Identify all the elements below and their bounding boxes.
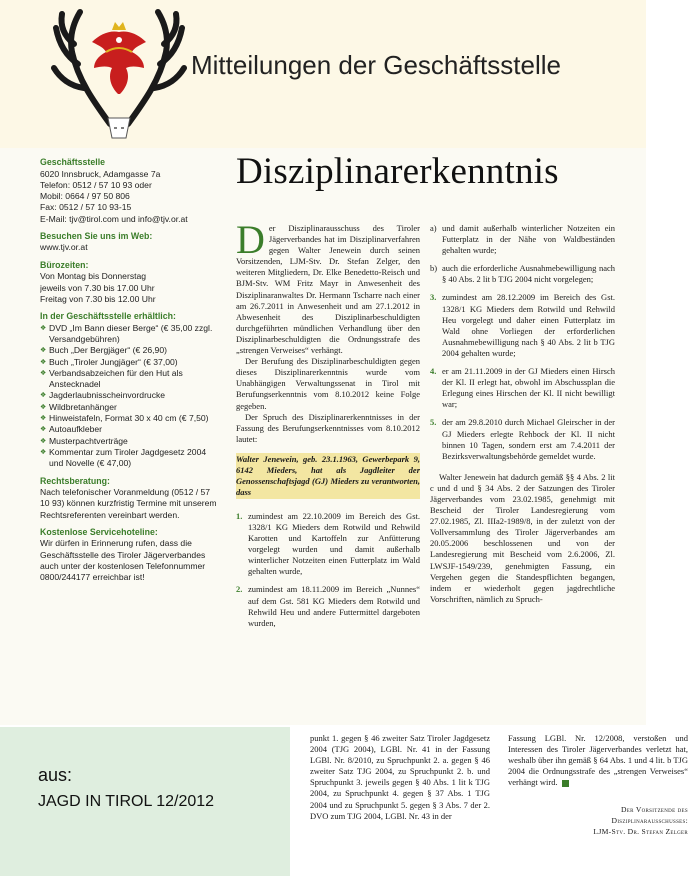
signature-block bbox=[508, 804, 688, 837]
sub-item-letter: b) bbox=[430, 263, 438, 274]
continuation-text bbox=[508, 733, 688, 788]
charge-text: zumindest am 28.12.2009 im Bereich des Gst. 1328/1 KG Mieders dem Rotwild und Rehwild Heu vorgelegt und daher einen Futterplatz im Wald ohne Vorliegen der erforderlichen Ausnahmebewilligung nach § 40 Abs. 2 lit b TJG 2004 gehalten wurde; bbox=[442, 292, 615, 358]
article-column-2 bbox=[430, 223, 615, 717]
sidebar-web bbox=[40, 231, 218, 254]
shop-item: ❖ Musterpachtverträge bbox=[40, 436, 218, 447]
hours-line: Von Montag bis Donnerstag bbox=[40, 271, 147, 282]
page-header bbox=[0, 0, 646, 148]
charge-number: 1. bbox=[236, 510, 243, 521]
sub-item-text: auch die erforderliche Ausnahmebewilligung nach § 40 Abs. 2 lit b TJG 2004 nicht vorgelegen; bbox=[442, 263, 615, 285]
sub-item-letter: a) bbox=[430, 223, 437, 233]
shop-item: ❖ DVD „Im Bann dieser Berge“ (€ 35,00 zzgl. Versandgebühren) bbox=[40, 323, 218, 346]
office-line: 6020 Innsbruck, Adamgasse 7a bbox=[40, 168, 161, 179]
intro-text: er Disziplinarausschuss des Tiroler Jägerverbandes hat im Disziplinarverfahren gegen Walter Jenewein durch seinen Vorsitzenden, LJM-Stv. Dr. Stefan Zelger, den weiteren Mitgliedern, Dr. Elke Benedetto-Reisch und BJM-Stv. WM Fritz Mayr in Anwesenheit des Disziplinaranwaltes Dr. Hermann Tscharre nach einer am 26.7.2011 in Anwesenheit und am 27.1.2012 in Abwesenheit des Disziplinarbeschuldigten durchgeführten mündlichen Verhandlung über den Disziplinarbeschuldigten die Ordnungsstrafe des „strengen Verweises“ verhängt. bbox=[236, 223, 420, 356]
signature-line: LJM-Stv. Dr. Stefan Zelger bbox=[593, 827, 688, 837]
charge-item bbox=[236, 584, 420, 628]
source-value: JAGD IN TIROL 12/2012 bbox=[38, 793, 215, 810]
charge-text: der am 29.8.2010 durch Michael Gleirscher in der GJ Mieders erlegte Rehbock der Kl. II nicht binnen 10 Tagen, sondern erst am 7.4.2011 der Bezirksverwaltungsbehörde gemeldet wurde. bbox=[442, 417, 615, 461]
continuation-text: punkt 1. gegen § 46 zweiter Satz Tiroler Jagdgesetz 2004 (TJG 2004), LGBl. Nr. 41 in der Fassung LGBl. Nr. 8/2010, zu Spruchpunkt 2. a. gegen § 46 zweiter Satz TJG 2004, zu Spruchpunkt 2. b. und Spruchpunkt 3. jeweils gegen § 40 Abs. 1 lit k TJG 2004, zu Spruchpunkt 4. gegen § 37 Abs. 1 TJG 2004 und zu Spruchpunkt 5. gegen § 3 Abs. 7 der 2. DVO zum TJG 2004, LGBl. Nr. 43 in der bbox=[310, 733, 490, 821]
sub-item bbox=[430, 263, 615, 285]
sub-item bbox=[430, 223, 615, 256]
legal-heading: Rechtsberatung: bbox=[40, 475, 110, 486]
sidebar-hotline bbox=[40, 527, 218, 584]
dropcap: D bbox=[236, 223, 265, 262]
continuation-column-1 bbox=[310, 733, 490, 822]
source-label: aus: bbox=[38, 765, 73, 785]
charge-item bbox=[430, 366, 615, 410]
charge-number: 4. bbox=[430, 366, 437, 377]
signature-line: Der Vorsitzende des bbox=[621, 805, 688, 815]
sidebar-hours bbox=[40, 260, 218, 305]
shop-item: ❖ Hinweistafeln, Format 30 x 40 cm (€ 7,50) bbox=[40, 413, 218, 424]
charge-number: 5. bbox=[430, 417, 437, 428]
shop-item: ❖ Autoaufkleber bbox=[40, 424, 218, 435]
office-line: Fax: 0512 / 57 10 93-15 bbox=[40, 202, 132, 213]
shop-list bbox=[40, 323, 218, 470]
web-heading: Besuchen Sie uns im Web: bbox=[40, 230, 153, 241]
appeal-paragraph: Der Berufung des Disziplinarbeschuldigten gegen dieses Disziplinarerkenntnis wurde vom Unabhängigen Verwaltungssenat in Tirol mit Berufungserkenntnis vom 8.10.2012 keine Folge gegeben. bbox=[236, 356, 420, 411]
highlight-paragraph: Walter Jenewein, geb. 23.1.1963, Gewerbepark 9, 6142 Mieders, hat als Jagdleiter der Genossenschaftsjagd (GJ) Mieders zu verantworten, dass bbox=[236, 453, 420, 497]
charge-text: zumindest am 22.10.2009 im Bereich des Gst. 1328/1 KG Mieders dem Rotwild und Rehwild Karotten und Kartoffeln zur Anfütterung vorgelegt wurden und damit außerhalb winterlicher Notzeiten einen Futterplatz im Wald gehalten wurde, bbox=[248, 510, 420, 577]
shop-item: ❖ Jagderlaubnisscheinvordrucke bbox=[40, 390, 218, 401]
hours-line: Freitag von 7.30 bis 12.00 Uhr bbox=[40, 293, 156, 304]
end-mark-icon bbox=[562, 780, 569, 787]
charge-item bbox=[430, 417, 615, 461]
office-line: Mobil: 0664 / 97 50 806 bbox=[40, 191, 130, 202]
shop-item: ❖ Verbandsabzeichen für den Hut als Anstecknadel bbox=[40, 368, 218, 391]
sidebar bbox=[40, 157, 218, 725]
charge-number: 3. bbox=[430, 292, 437, 303]
sidebar-office bbox=[40, 157, 218, 225]
charge-text: er am 21.11.2009 in der GJ Mieders einen Hirsch der Kl. II erlegt hat, obwohl im Abschussplan die Erlegung eines Hirschen der Kl. II nicht bewilligt war; bbox=[442, 366, 615, 410]
office-heading: Geschäftsstelle bbox=[40, 157, 106, 167]
charge-item bbox=[236, 511, 420, 578]
charge-number: 2. bbox=[236, 584, 243, 595]
antler-eagle-crest-icon bbox=[50, 6, 188, 146]
shop-heading: In der Geschäftsstelle erhältlich: bbox=[40, 311, 176, 322]
sidebar-legal bbox=[40, 476, 218, 521]
intro-paragraph bbox=[236, 223, 420, 356]
signature-line: Disziplinarausschusses: bbox=[611, 816, 688, 826]
continuation-text-body: Fassung LGBl. Nr. 12/2008, verstoßen und Interessen des Tiroler Jägerverbandes verletzt hat, weshalb über ihn gemäß § 64 Abs. 1 und 4 lit. b TJG 2004 die Ordnungsstrafe des „strengen Verweises“ verhängt wird. bbox=[508, 733, 688, 788]
charge-text: zumindest am 18.11.2009 im Bereich „Nunnes“ auf dem Gst. 581 KG Mieders dem Rotwild und Rehwild Heu und andere Futtermittel dargeboten wurden, bbox=[248, 584, 420, 628]
hours-line: jeweils von 7.30 bis 17.00 Uhr bbox=[40, 282, 155, 293]
sub-item-text: und damit außerhalb winterlicher Notzeiten ein Futterplatz in der Nähe von Waldbeständen gehalten wurde; bbox=[442, 223, 615, 256]
legal-text: Nach telefonischer Voranmeldung (0512 / 57 10 93) können kurzfristig Termine mit unserem Rechtsreferenten vereinbart werden. bbox=[40, 487, 217, 520]
shop-item: ❖ Buch „Tiroler Jungjäger“ (€ 37,00) bbox=[40, 357, 218, 368]
hotline-text: Wir dürfen in Erinnerung rufen, dass die Geschäftsstelle des Tiroler Jägerverbandes auch unter der kostenlosen Telefonnummer 0800/244177 erreichbar ist! bbox=[40, 538, 206, 583]
charge-item bbox=[430, 292, 615, 359]
web-link[interactable]: www.tjv.or.at bbox=[40, 242, 88, 253]
office-email[interactable]: E-Mail: tjv@tirol.com und info@tjv.or.at bbox=[40, 213, 188, 224]
verdict-paragraph: Walter Jenewein hat dadurch gemäß §§ 4 Abs. 2 lit c und d und § 34 Abs. 2 der Satzungen des Tiroler Jägerverbandes vom 23.02.1985, genehmigt mit Bescheid der Tiroler Landesregierung vom 27.02.1985, Zl. IIIa2-1989/8, in der zuletzt von der Vollversammlung des Tiroler Jägerverbandes am 20.05.2006 beschlossenen und von der Landesregierung mit Bescheid vom 2.6.2006, Zl. LWSJF-1549/239, genehmigten Fassung, ein Vergehen gegen die Standespflichten begangen, indem er wiederholt gegen jagdrechtliche Vorschriften, nämlich zu Spruch- bbox=[430, 471, 615, 604]
article-column-1 bbox=[236, 223, 420, 717]
page-title: Mitteilungen der Geschäftsstelle bbox=[191, 50, 561, 80]
shop-item: ❖ Wildbretanhänger bbox=[40, 402, 218, 413]
office-line: Telefon: 0512 / 57 10 93 oder bbox=[40, 179, 152, 190]
hotline-heading: Kostenlose Servicehoteline: bbox=[40, 526, 158, 537]
continuation-column-2 bbox=[508, 733, 688, 837]
hours-heading: Bürozeiten: bbox=[40, 259, 89, 270]
shop-item: ❖ Kommentar zum Tiroler Jagdgesetz 2004 und Novelle (€ 47,00) bbox=[40, 447, 218, 470]
article-title: Disziplinarerkenntnis bbox=[236, 151, 559, 192]
sidebar-shop bbox=[40, 311, 218, 469]
ruling-intro-paragraph: Der Spruch des Disziplinarerkenntnisses in der Fassung des Berufungserkenntnisses vom 8.10.2012 lautet: bbox=[236, 411, 420, 444]
shop-item: ❖ Buch „Der Bergjäger“ (€ 26,90) bbox=[40, 345, 218, 356]
